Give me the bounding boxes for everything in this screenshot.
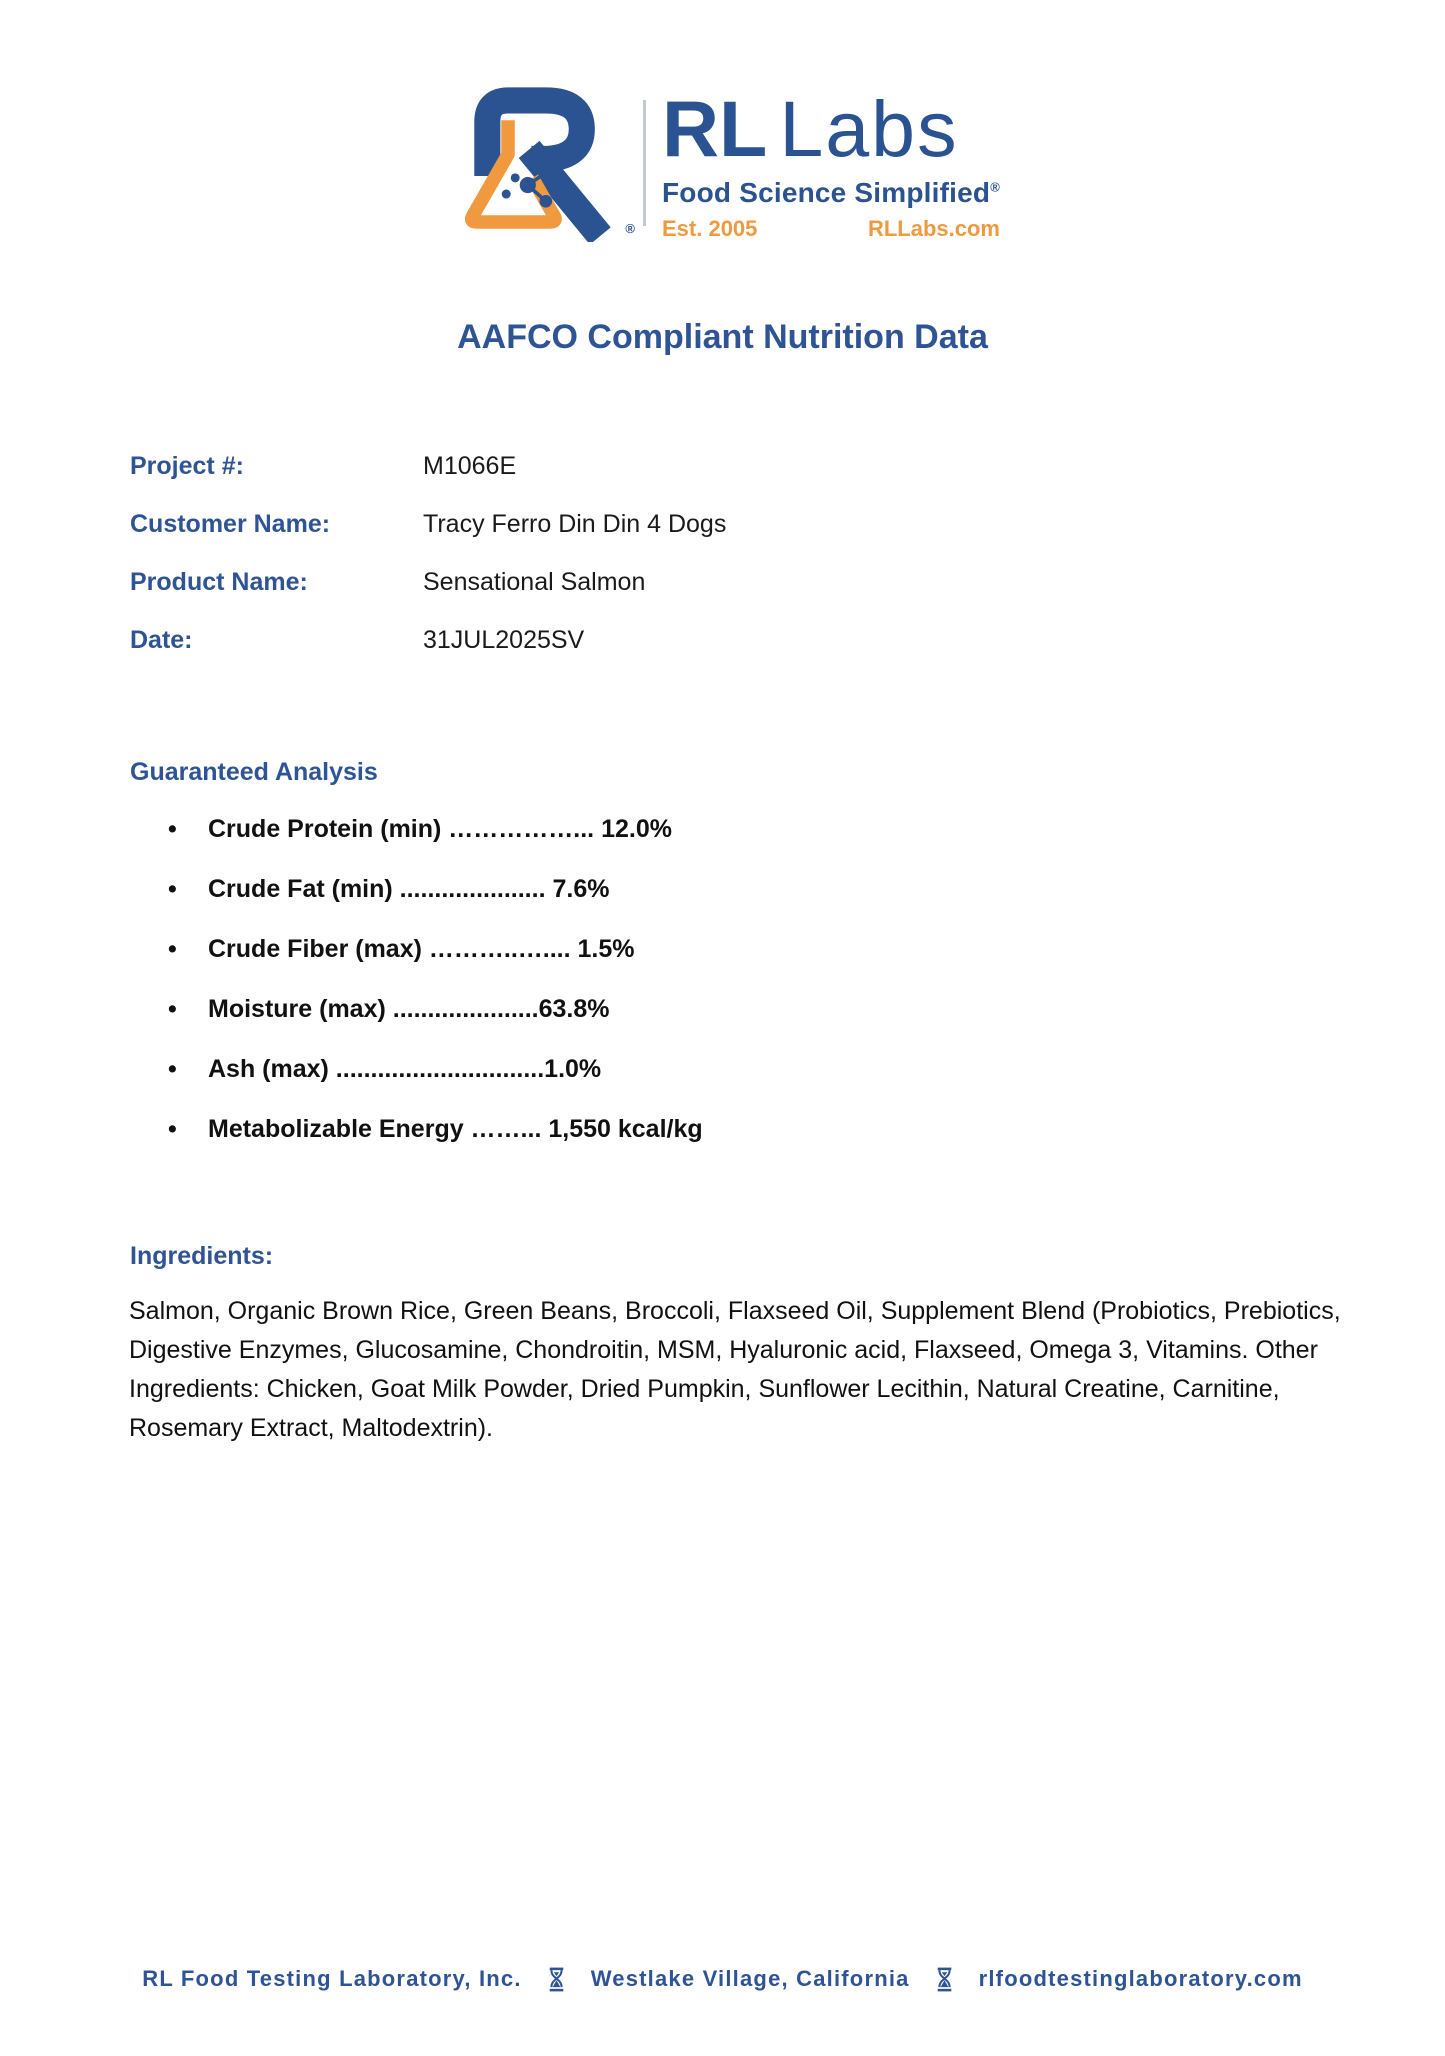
tagline-text: Food Science Simplified xyxy=(662,177,991,208)
footer-company: RL Food Testing Laboratory, Inc. xyxy=(142,1966,522,1991)
logo-wordmark xyxy=(662,84,1000,242)
list-item xyxy=(168,1056,703,1083)
date-value: 31JUL2025SV xyxy=(423,626,585,654)
footer-location: Westlake Village, California xyxy=(590,1966,910,1991)
guaranteed-analysis-heading: Guaranteed Analysis xyxy=(130,758,378,786)
logo-meta xyxy=(662,216,1000,242)
project-number-label: Project #: xyxy=(130,452,244,480)
logo-mark-box xyxy=(445,84,635,242)
logo-lockup xyxy=(445,84,1000,242)
analysis-crude-protein: • Crude Protein (min) ……………... 12.0% xyxy=(208,815,672,843)
flask-r-logo-icon xyxy=(445,84,625,242)
date-label: Date: xyxy=(130,626,193,654)
info-row-date xyxy=(130,627,726,653)
product-name-value: Sensational Salmon xyxy=(423,568,646,596)
brand-tagline xyxy=(662,177,1000,209)
customer-name-value: Tracy Ferro Din Din 4 Dogs xyxy=(423,510,727,538)
brand-name xyxy=(662,84,1000,173)
list-item xyxy=(168,936,703,963)
list-item xyxy=(168,1116,703,1143)
registered-mark: ® xyxy=(625,221,635,236)
info-row-customer xyxy=(130,511,726,537)
list-item xyxy=(168,816,703,843)
footer-website: rlfoodtestinglaboratory.com xyxy=(978,1966,1303,1991)
rl-labs-logo xyxy=(0,84,1445,242)
ingredients-heading: Ingredients: xyxy=(130,1242,274,1270)
ingredients-paragraph: Salmon, Organic Brown Rice, Green Beans, Broccoli, Flaxseed Oil, Supplement Blend (Probiotics, Prebiotics, Digestive Enzymes, Glucosamine, Chondroitin, MSM, Hyaluronic acid, Flaxseed, Omega 3, Vitamins. Other Ingredients: Chicken, Goat Milk Powder, Dried Pumpkin, Sunflower Lecithin, Natural Creatine, Carnitine, Rosemary Extract, Maltodextrin). xyxy=(129,1297,1341,1442)
hourglass-icon xyxy=(548,1967,565,1992)
analysis-moisture: • Moisture (max) .....................63.8% xyxy=(208,995,610,1023)
analysis-crude-fat: • Crude Fat (min) ..................... 7.6% xyxy=(208,875,610,903)
project-info xyxy=(130,453,726,685)
product-name-label: Product Name: xyxy=(130,568,308,596)
registered-mark: ® xyxy=(990,179,1000,195)
logo-divider xyxy=(643,100,646,226)
customer-name-label: Customer Name: xyxy=(130,510,331,538)
hourglass-icon xyxy=(936,1967,953,1992)
guaranteed-analysis-list xyxy=(168,816,703,1176)
list-item xyxy=(168,876,703,903)
info-row-product xyxy=(130,569,726,595)
brand-name-bold: RL xyxy=(662,84,768,173)
info-row-project xyxy=(130,453,726,479)
analysis-metabolizable-energy: • Metabolizable Energy ……... 1,550 kcal/kg xyxy=(208,1115,703,1143)
page-title: AAFCO Compliant Nutrition Data xyxy=(457,318,988,356)
project-number-value: M1066E xyxy=(423,452,517,480)
analysis-crude-fiber: • Crude Fiber (max) ………..….... 1.5% xyxy=(208,935,635,963)
established-year: Est. 2005 xyxy=(662,216,758,241)
list-item xyxy=(168,996,703,1023)
brand-website: RLLabs.com xyxy=(867,216,1000,241)
analysis-ash: • Ash (max) ..............................1.0% xyxy=(208,1055,602,1083)
page-footer xyxy=(0,1966,1445,1992)
brand-name-light: Labs xyxy=(779,84,959,173)
